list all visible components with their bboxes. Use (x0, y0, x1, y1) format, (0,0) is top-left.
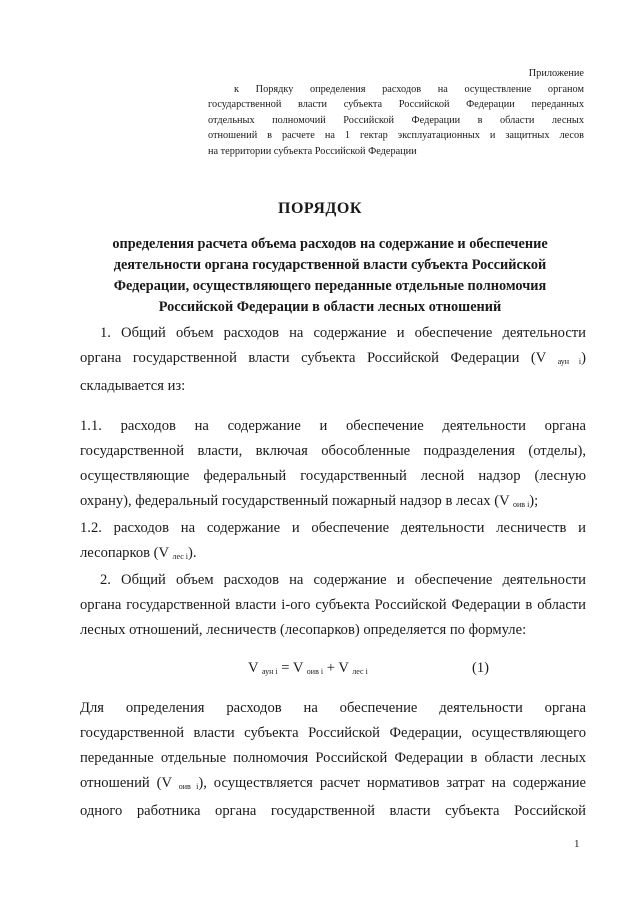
subscript: аун i (557, 357, 582, 366)
subtitle-line: Федерации, осуществляющего переданные отдельные полномочия (113, 278, 547, 294)
document-title: ПОРЯДОК (278, 200, 362, 217)
document-subtitle (80, 234, 580, 318)
text-line: 1.1. расходов на содержание и обеспечение деятельности органа (80, 418, 586, 434)
paragraph-2 (80, 568, 586, 643)
appendix-line: к Порядку определения расходов на осуществление органом (234, 83, 584, 95)
subtitle-line: определения расчета объема расходов на содержание и обеспечение (112, 236, 548, 252)
text-span: лесопарков (V (80, 545, 169, 561)
text-span: отношений (V (80, 775, 172, 791)
subtitle-line: деятельности органа государственной власти субъекта Российской (113, 257, 547, 273)
text-span: органа государственной власти субъекта Российской Федерации (V (80, 350, 547, 366)
appendix-line: на территории субъекта Российской Федерации (208, 145, 417, 157)
formula-number: (1) (472, 660, 490, 676)
text-line: осуществляющие федеральный государственный лесной надзор (лесную (80, 468, 586, 484)
paragraph-1-1 (80, 414, 586, 517)
text-line: 2. Общий объем расходов на содержание и обеспечение деятельности (100, 572, 586, 588)
text-span: ) (581, 350, 586, 366)
text-line: складывается из: (80, 378, 186, 394)
formula-var: V (248, 660, 259, 676)
subscript: лес i (352, 667, 368, 676)
subtitle-line: Российской Федерации в области лесных отношений (158, 299, 502, 315)
subscript: аун i (261, 667, 278, 676)
formula-op: = V (277, 660, 304, 676)
subscript: оив i (306, 667, 324, 676)
text-span: охрану), федеральный государственный пожарный надзор в лесах (V (80, 493, 510, 509)
paragraph-1 (80, 321, 586, 399)
text-line (80, 541, 586, 569)
text-line: одного работника органа государственной власти субъекта Российской (80, 803, 586, 819)
appendix-label: Приложение (528, 68, 584, 79)
text-span: ), осуществляется расчет нормативов затрат на содержание (198, 775, 587, 791)
page-number: 1 (574, 838, 580, 850)
formula-op: + V (323, 660, 349, 676)
text-line: государственной власти, включая обособленные подразделения (отделы), (80, 443, 586, 459)
text-line: Для определения расходов на обеспечение деятельности органа (80, 700, 586, 716)
text-line: 1.2. расходов на содержание и обеспечение деятельности лесничеств и (80, 520, 586, 536)
appendix-line: отношений в расчете на 1 гектар эксплуатационных и защитных лесов (208, 130, 584, 141)
subscript: лес i (172, 552, 188, 561)
text-line (80, 346, 586, 374)
paragraph-1-2 (80, 516, 586, 569)
text-line: государственной власти субъекта Российской Федерации, осуществляющего (80, 725, 586, 741)
text-span: ). (187, 545, 197, 561)
text-line (80, 489, 586, 517)
text-line: 1. Общий объем расходов на содержание и обеспечение деятельности (100, 325, 586, 341)
appendix-header (208, 66, 584, 159)
appendix-line: отдельных полномочий Российской Федерации в области лесных (208, 114, 584, 126)
text-line: переданные отдельные полномочия Российской Федерации в области лесных (80, 750, 586, 766)
formula-expression (248, 660, 368, 677)
appendix-line: государственной власти субъекта Российской Федерации переданных (208, 99, 584, 110)
text-line: лесных отношений, лесничеств (лесопарков) определяется по формуле: (80, 622, 527, 638)
subscript: оив i (178, 782, 199, 791)
paragraph-3 (80, 696, 586, 824)
text-span: ); (529, 493, 539, 509)
text-line (80, 771, 586, 799)
text-line: органа государственной власти i-ого субъекта Российской Федерации в области (80, 597, 586, 613)
subscript: оив i (513, 500, 530, 509)
